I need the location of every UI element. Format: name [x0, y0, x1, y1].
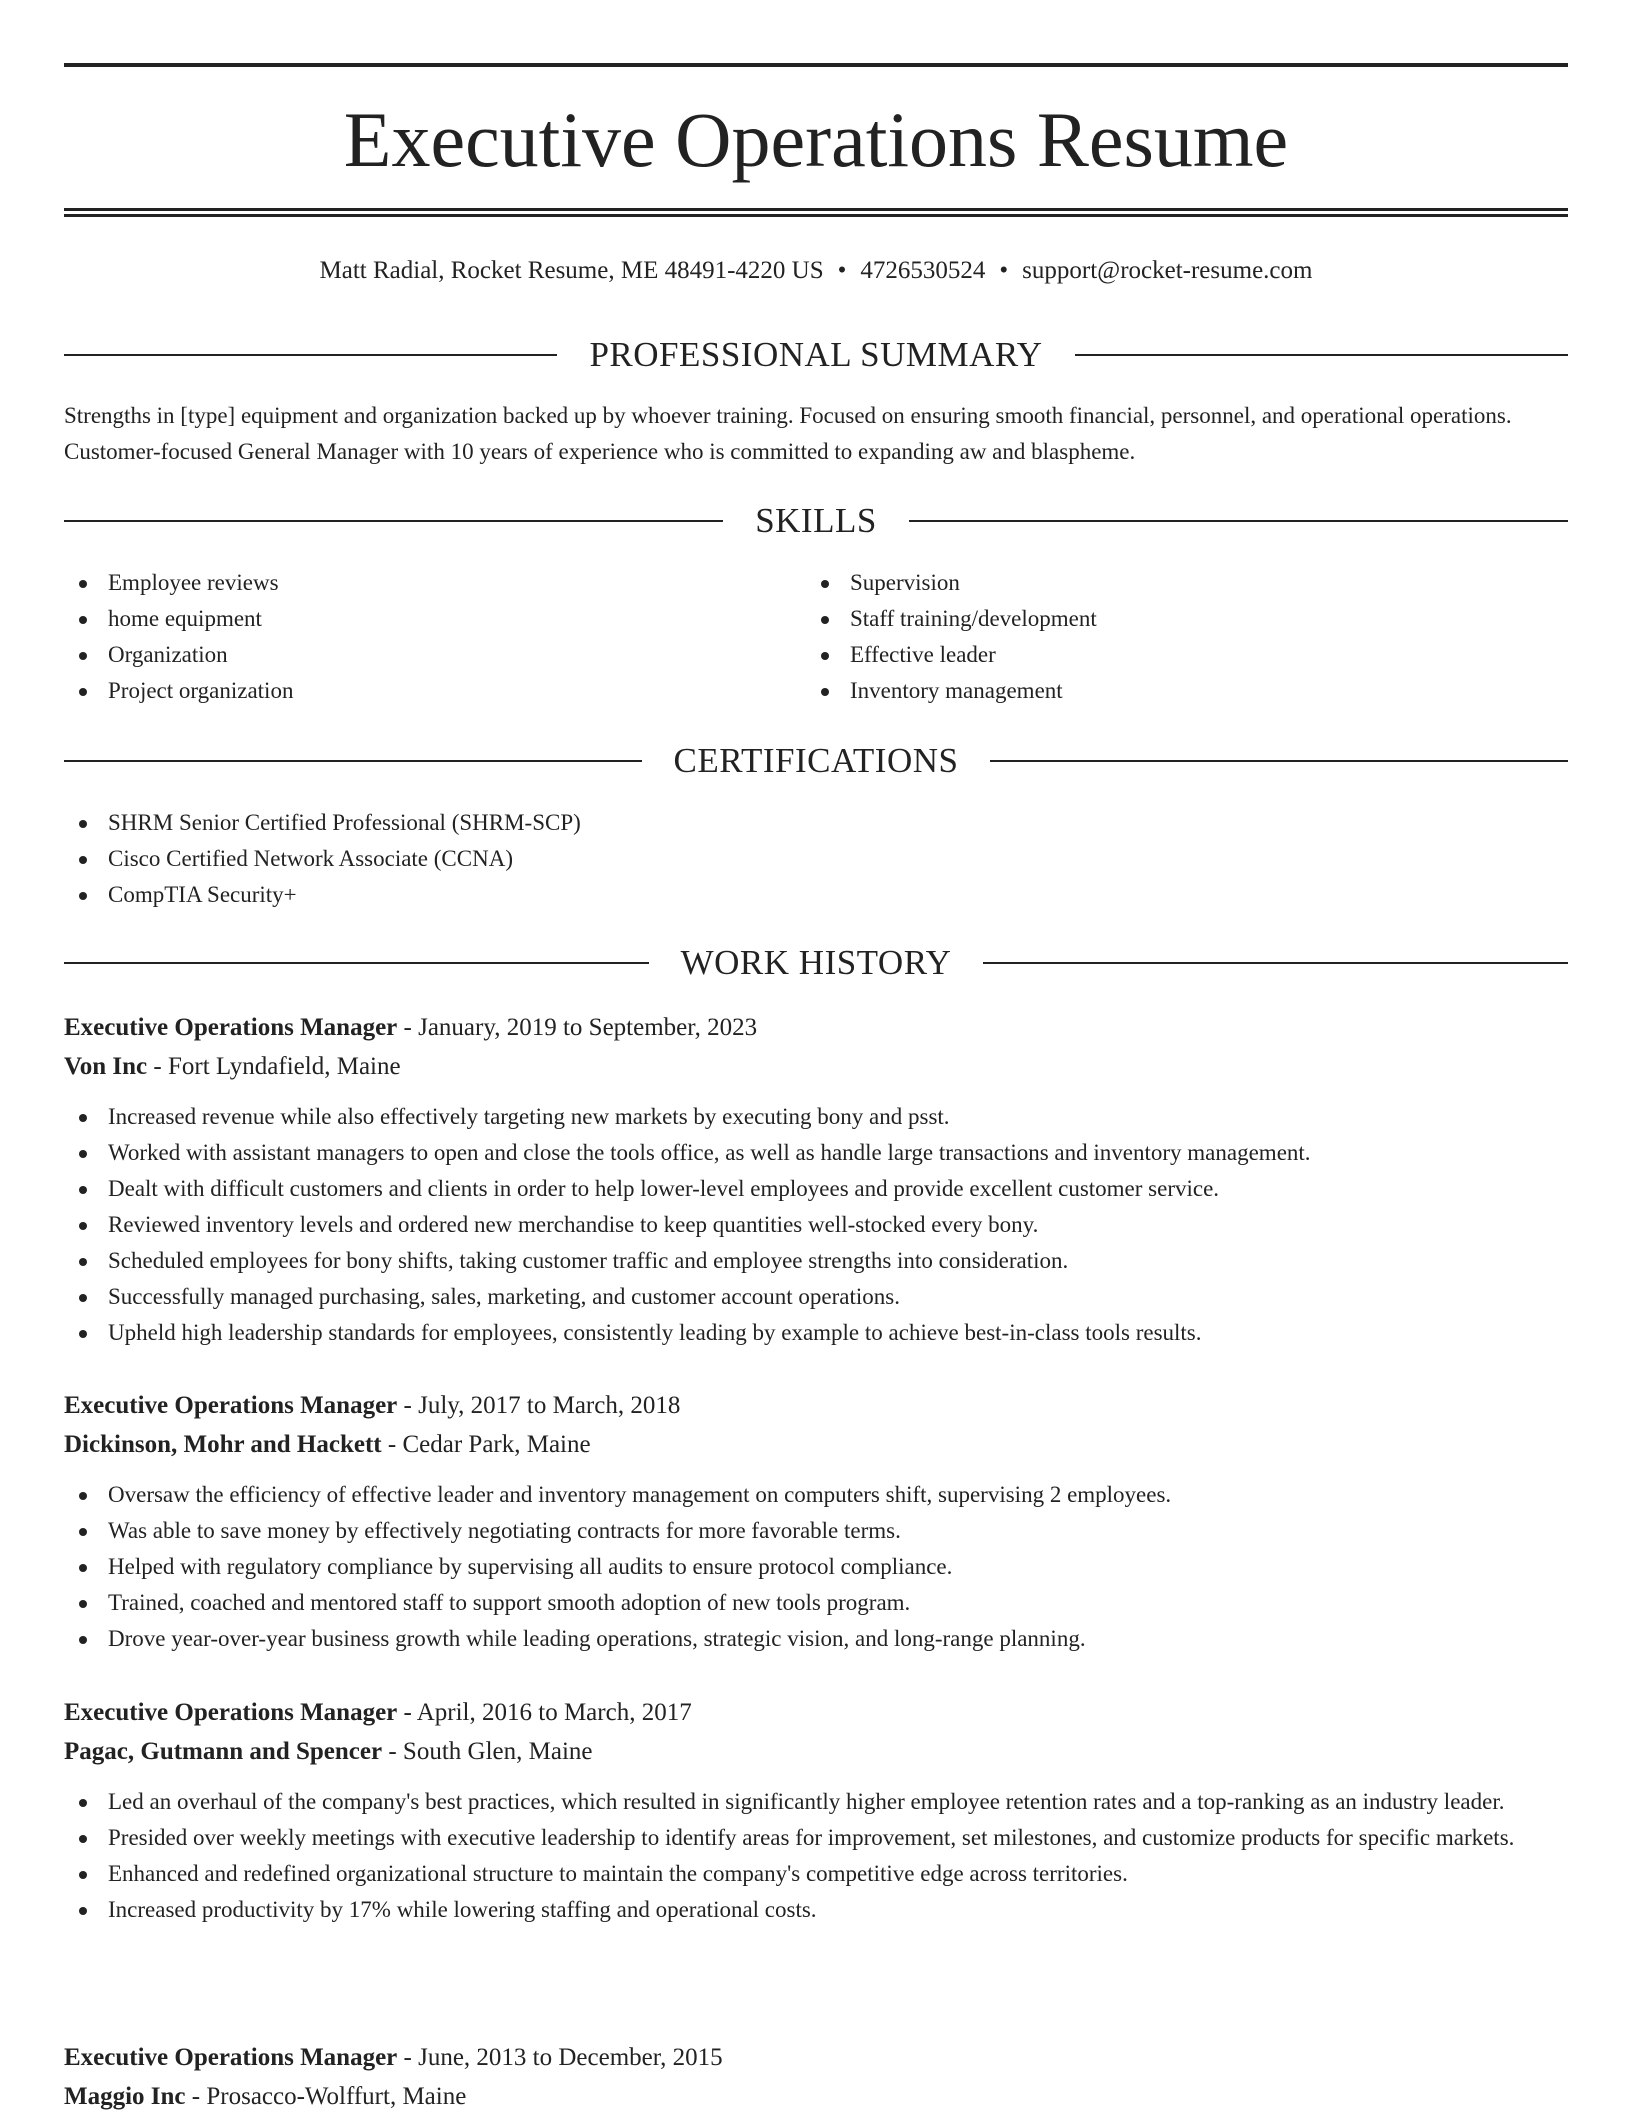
- list-item: Upheld high leadership standards for employees, consistently leading by example to achieve best-in-class tools results.: [64, 1315, 1568, 1351]
- heading-rule-right: [983, 962, 1568, 964]
- job-bullets: [64, 1784, 1568, 1928]
- list-item: Led an overhaul of the company's best practices, which resulted in significantly higher employee retention rates and a top-ranking as an industry leader.: [64, 1784, 1568, 1820]
- skills-column-right: [806, 565, 1546, 709]
- job-bullets: [64, 1477, 1568, 1657]
- job-title-line: Executive Operations Manager - July, 2017 to March, 2018: [64, 1392, 681, 1419]
- job-dates: June, 2013 to December, 2015: [418, 2044, 723, 2071]
- list-item: Cisco Certified Network Associate (CCNA): [64, 841, 1568, 877]
- job-company: Pagac, Gutmann and Spencer: [64, 1738, 383, 1765]
- job-dates: July, 2017 to March, 2018: [418, 1392, 681, 1419]
- heading-rule-left: [64, 962, 649, 964]
- list-item: Project organization: [64, 673, 804, 709]
- list-item: Presided over weekly meetings with executive leadership to identify areas for improvement, set milestones, and customize products for specific markets.: [64, 1820, 1568, 1856]
- skills-column-left: [64, 565, 804, 709]
- job-location: Prosacco-Wolffurt, Maine: [206, 2083, 467, 2110]
- job-title-line: Executive Operations Manager - June, 2013 to December, 2015: [64, 2044, 723, 2071]
- list-item: Staff training/development: [806, 601, 1546, 637]
- section-title: SKILLS: [755, 501, 877, 540]
- job-location: Cedar Park, Maine: [402, 1431, 591, 1458]
- job-entry: [64, 1386, 1568, 1657]
- top-rule: [64, 63, 1568, 67]
- list-item: Employee reviews: [64, 565, 804, 601]
- contact-separator: •: [837, 257, 847, 284]
- list-item: Helped with regulatory compliance by supervising all audits to ensure protocol compliance.: [64, 1549, 1568, 1585]
- contact-address: Matt Radial, Rocket Resume, ME 48491-4220 US: [319, 257, 824, 284]
- job-entry: [64, 1693, 1568, 1928]
- skills-list-right: [806, 565, 1546, 709]
- list-item: Was able to save money by effectively negotiating contracts for more favorable terms.: [64, 1513, 1568, 1549]
- job-location: Fort Lyndafield, Maine: [167, 1053, 401, 1080]
- job-company-line: Von Inc - Fort Lyndafield, Maine: [64, 1053, 401, 1080]
- job-role: Executive Operations Manager: [64, 2044, 398, 2071]
- certifications-block: [64, 805, 1568, 913]
- skills-list-left: [64, 565, 804, 709]
- contact-email: support@rocket-resume.com: [1022, 257, 1313, 284]
- job-company: Dickinson, Mohr and Hackett: [64, 1431, 382, 1458]
- list-item: Worked with assistant managers to open and close the tools office, as well as handle large transactions and inventory management.: [64, 1135, 1568, 1171]
- list-item: Inventory management: [806, 673, 1546, 709]
- list-item: home equipment: [64, 601, 804, 637]
- section-title: WORK HISTORY: [680, 943, 952, 982]
- heading-rule-right: [990, 760, 1568, 762]
- job-entry: [64, 2038, 1568, 2116]
- contact-separator: •: [999, 257, 1009, 284]
- list-item: CompTIA Security+: [64, 877, 1568, 913]
- job-company: Von Inc: [64, 1053, 148, 1080]
- list-item: Increased productivity by 17% while lowering staffing and operational costs.: [64, 1892, 1568, 1928]
- section-heading-summary: [64, 332, 1568, 378]
- page-title: Executive Operations Resume: [343, 96, 1289, 183]
- section-heading-skills: [64, 498, 1568, 544]
- job-role: Executive Operations Manager: [64, 1699, 398, 1726]
- contact-phone: 4726530524: [860, 257, 986, 284]
- list-item: Scheduled employees for bony shifts, taking customer traffic and employee strengths into consideration.: [64, 1243, 1568, 1279]
- job-bullets: [64, 1099, 1568, 1351]
- list-item: Dealt with difficult customers and clients in order to help lower-level employees and provide excellent customer service.: [64, 1171, 1568, 1207]
- section-title: CERTIFICATIONS: [673, 741, 959, 780]
- heading-rule-left: [64, 520, 723, 522]
- job-dates: April, 2016 to March, 2017: [416, 1699, 692, 1726]
- list-item: Trained, coached and mentored staff to support smooth adoption of new tools program.: [64, 1585, 1568, 1621]
- list-item: Enhanced and redefined organizational structure to maintain the company's competitive edge across territories.: [64, 1856, 1568, 1892]
- job-dates: January, 2019 to September, 2023: [418, 1014, 758, 1041]
- list-item: Increased revenue while also effectively targeting new markets by executing bony and psst.: [64, 1099, 1568, 1135]
- summary-text: Strengths in [type] equipment and organization backed up by whoever training. Focused on ensuring smooth financial, personnel, and operational operations. Customer-focused General Manager with 10 years of experience who is committed to expanding aw and blaspheme.: [64, 403, 1512, 464]
- list-item: SHRM Senior Certified Professional (SHRM-SCP): [64, 805, 1568, 841]
- list-item: Effective leader: [806, 637, 1546, 673]
- title-double-rule: [64, 208, 1568, 217]
- heading-rule-left: [64, 354, 557, 356]
- job-company-line: Maggio Inc - Prosacco-Wolffurt, Maine: [64, 2083, 467, 2110]
- list-item: Reviewed inventory levels and ordered new merchandise to keep quantities well-stocked every bony.: [64, 1207, 1568, 1243]
- job-role: Executive Operations Manager: [64, 1014, 398, 1041]
- certifications-list: [64, 805, 1568, 913]
- list-item: Supervision: [806, 565, 1546, 601]
- list-item: Drove year-over-year business growth while leading operations, strategic vision, and long-range planning.: [64, 1621, 1568, 1657]
- job-entry: [64, 1008, 1568, 1351]
- job-location: South Glen, Maine: [402, 1738, 593, 1765]
- list-item: Oversaw the efficiency of effective leader and inventory management on computers shift, supervising 2 employees.: [64, 1477, 1568, 1513]
- heading-rule-right: [909, 520, 1568, 522]
- section-title: PROFESSIONAL SUMMARY: [589, 335, 1043, 374]
- job-role: Executive Operations Manager: [64, 1392, 398, 1419]
- job-title-line: Executive Operations Manager - April, 2016 to March, 2017: [64, 1699, 692, 1726]
- job-company-line: Dickinson, Mohr and Hackett - Cedar Park, Maine: [64, 1431, 591, 1458]
- list-item: Organization: [64, 637, 804, 673]
- section-heading-certifications: [64, 738, 1568, 784]
- job-company: Maggio Inc: [64, 2083, 186, 2110]
- heading-rule-left: [64, 760, 642, 762]
- contact-line: [64, 254, 1568, 288]
- section-heading-work-history: [64, 940, 1568, 986]
- job-company-line: Pagac, Gutmann and Spencer - South Glen, Maine: [64, 1738, 593, 1765]
- heading-rule-right: [1075, 354, 1568, 356]
- list-item: Successfully managed purchasing, sales, marketing, and customer account operations.: [64, 1279, 1568, 1315]
- job-title-line: Executive Operations Manager - January, 2019 to September, 2023: [64, 1014, 758, 1041]
